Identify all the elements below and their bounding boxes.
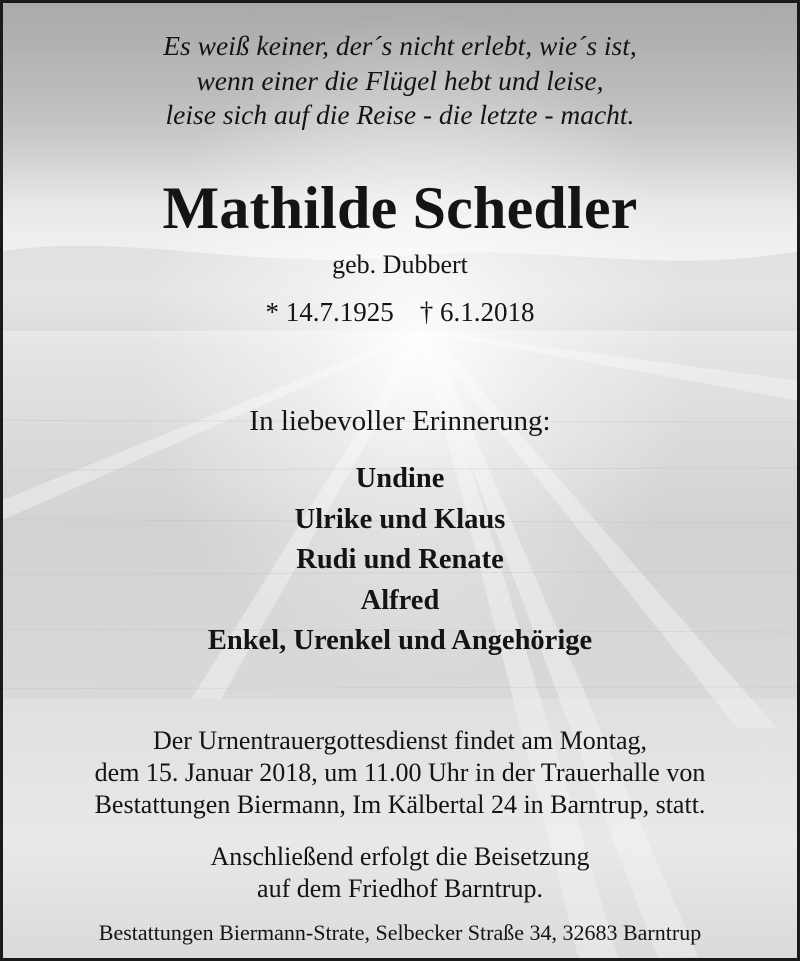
mourner-item: Undine: [355, 463, 445, 494]
verse-line: wenn einer die Flügel hebt und leise,: [196, 64, 604, 96]
service-line: Der Urnentrauergottesdienst findet am Montag,: [152, 726, 648, 755]
service-line: Bestattungen Biermann, Im Kälbertal 24 in Barntrup, statt.: [94, 790, 706, 819]
mourners-list: [3, 459, 797, 662]
verse-line: leise sich auf die Reise - die letzte - macht.: [165, 99, 635, 130]
burial-announcement: [3, 841, 797, 905]
deceased-name: Mathilde Schedler: [162, 175, 638, 241]
service-line: dem 15. Januar 2018, um 11.00 Uhr in der Trauerhalle von: [94, 758, 706, 787]
burial-line: auf dem Friedhof Barntrup.: [257, 874, 543, 903]
life-dates: [3, 295, 797, 329]
mourner-item: Alfred: [360, 584, 440, 616]
death-date: † 6.1.2018: [419, 297, 535, 327]
memory-heading: In liebevoller Erinnerung:: [249, 405, 551, 437]
mourner-item: Rudi und Renate: [296, 544, 504, 575]
verse-quote: [3, 29, 797, 133]
birth-date: * 14.7.1925: [265, 297, 394, 327]
maiden-name: geb. Dubbert: [332, 250, 468, 279]
burial-line: Anschließend erfolgt die Beisetzung: [210, 842, 590, 871]
mourner-item: Ulrike und Klaus: [294, 503, 506, 535]
service-announcement: [3, 725, 797, 821]
funeral-home-footer: Bestattungen Biermann-Strate, Selbecker Straße 34, 32683 Barntrup: [98, 920, 702, 945]
verse-line: Es weiß keiner, der´s nicht erlebt, wie´s ist,: [163, 30, 637, 61]
mourner-item: Enkel, Urenkel und Angehörige: [207, 625, 593, 656]
